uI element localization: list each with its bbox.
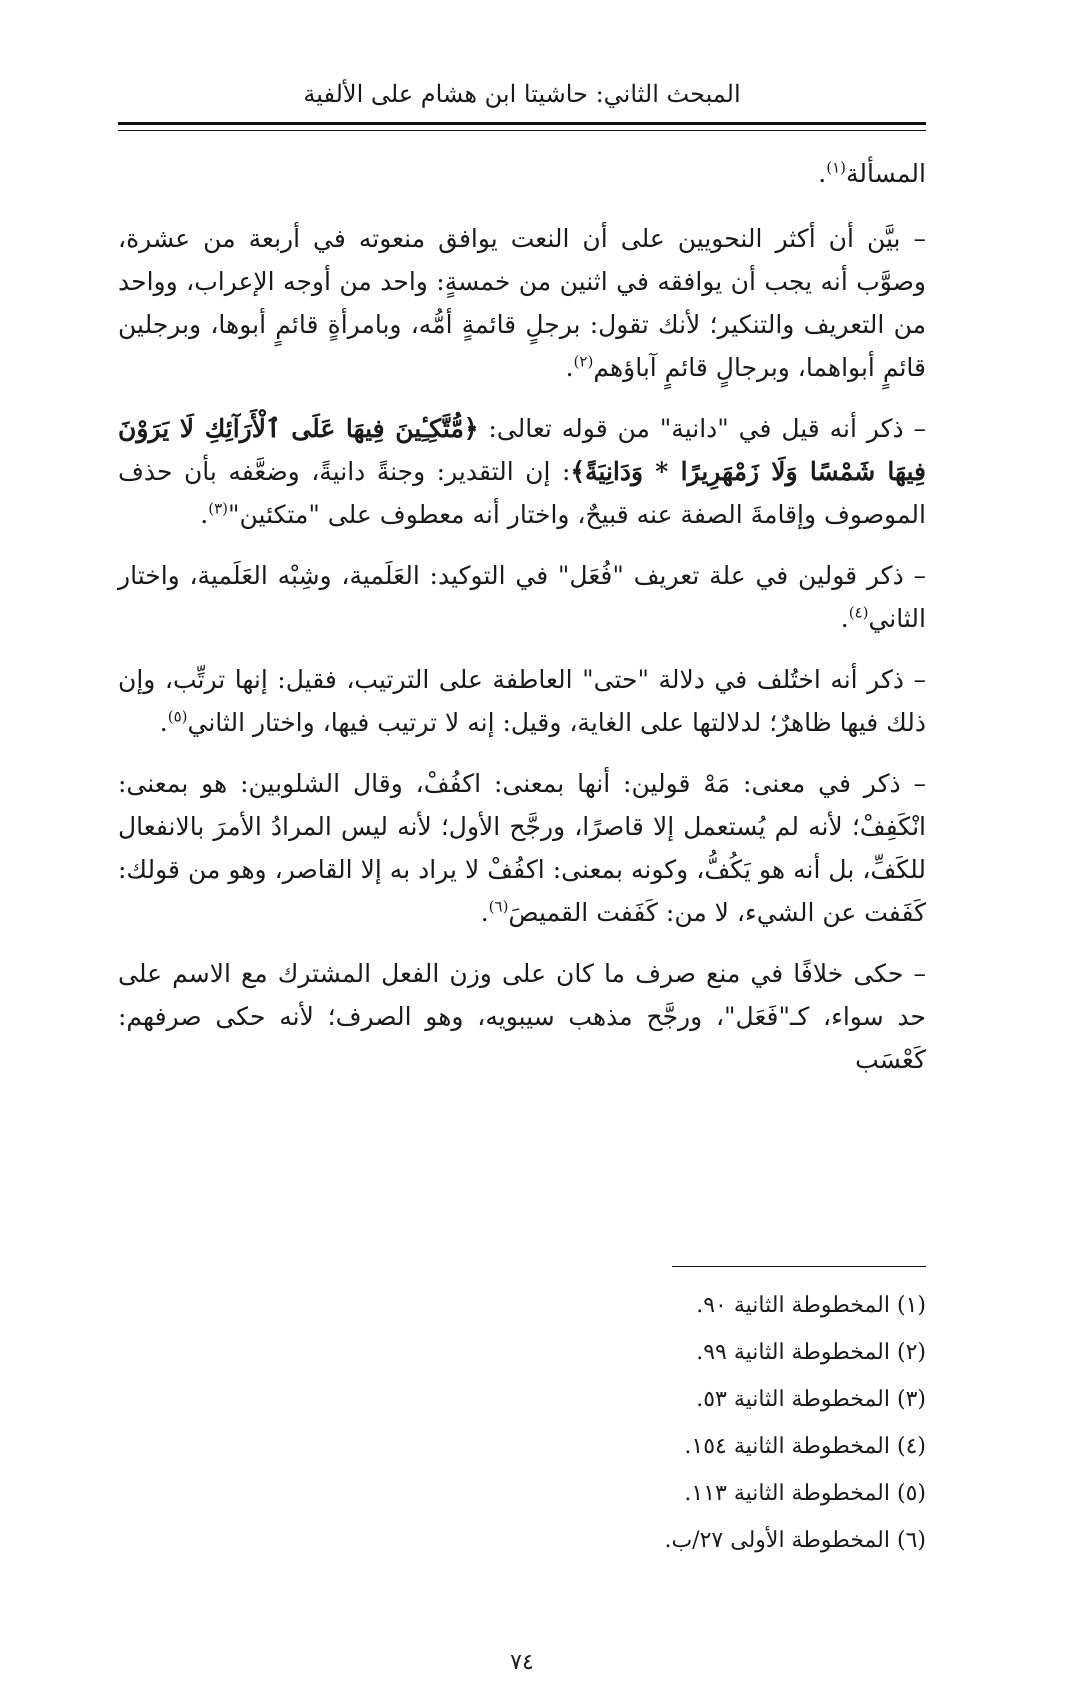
paragraph: – حكى خلافًا في منع صرف ما كان على وزن الفعل المشترك مع الاسم على حد سواء، كـ"فَعَل"، ورجَّح مذهب سيبويه، وهو الصرف؛ لأنه حكى صرفهم: كَعْسَب (118, 959, 926, 1074)
footnote: (٥) المخطوطة الثانية ١١٣. (684, 1481, 926, 1506)
footnote: (٢) المخطوطة الثانية ٩٩. (696, 1340, 926, 1365)
footnote: (٦) المخطوطة الأولى ٢٧/ب. (664, 1528, 926, 1553)
footnote-ref[interactable]: (٣) (208, 499, 228, 518)
quran-verse: ﴿مُّتَّكِـِٔينَ فِيهَا عَلَى ٱلْأَرَآئِكِ لَا يَرَوْنَ فِيهَا شَمْسًا وَلَا زَمْهَرِيرًا * وَدَانِيَةً﴾ (118, 414, 927, 486)
main-text (118, 152, 926, 1099)
footnotes (118, 1282, 926, 1564)
footnote: (٣) المخطوطة الثانية ٥٣. (696, 1387, 926, 1412)
footnote: (١) المخطوطة الثانية ٩٠. (696, 1293, 926, 1318)
footnote-ref[interactable]: (٦) (488, 897, 509, 916)
paragraph: – ذكر أنه اختُلف في دلالة "حتى" العاطفة على الترتيب، فقيل: إنها ترتِّب، وإن ذلك فيها ظاهرٌ؛ لدلالتها على الغاية، وقيل: إنه لا ترتيب فيها، واختار الثاني$^{(٥)}$. (118, 665, 926, 737)
paragraph: – ذكر قولين في علة تعريف "فُعَل" في التوكيد: العَلَمية، وشِبْه العَلَمية، واختار الثاني$^{(٤)}$. (118, 561, 926, 633)
footnote-ref[interactable]: (٤) (848, 603, 869, 622)
footnote-separator (672, 1266, 926, 1267)
paragraph: – ذكر أنه قيل في "دانية" من قوله تعالى: ﴿مُّتَّكِـِٔينَ فِيهَا عَلَى ٱلْأَرَآئِكِ لَا يَرَوْنَ فِيهَا شَمْسًا وَلَا زَمْهَرِيرًا * وَدَانِيَةً﴾: إن التقدير: وجنةً دانيةً، وضعَّفه بأن حذف الموصوف وإقامةَ الصفة عنه قبيحٌ، واختار أنه معطوف على "متكئين"$^{(٣)}$. (118, 414, 927, 529)
running-header: المبحث الثاني: حاشيتا ابن هشام على الألفية (303, 80, 741, 108)
header-rule-thick (118, 122, 926, 125)
paragraph: – ذكر في معنى: مَهْ قولين: أنها بمعنى: اكفُفْ، وقال الشلوبين: هو بمعنى: انْكَفِفْ؛ لأنه لم يُستعمل إلا قاصرًا، ورجَّح الأول؛ لأنه ليس المرادُ الأمرَ بالانفعال للكَفِّ، بل أنه هو يَكُفُّ، وكونه بمعنى: اكفُفْ لا يراد به إلا القاصر، وهو من قولك: كَفَفت عن الشيء، لا من: كَفَفت القميصَ$^{(٦)}$. (118, 769, 926, 927)
footnote-ref[interactable]: (٢) (573, 352, 594, 371)
paragraph: – بيَّن أن أكثر النحويين على أن النعت يوافق منعوته في أربعة من عشرة، وصوَّب أنه يجب أن يوافقه في اثنين من خمسةٍ: واحد من أوجه الإعراب، وواحد من التعريف والتنكير؛ لأنك تقول: برجلٍ قائمةٍ أمُّه، وبامرأةٍ قائمٍ أبوها، وبرجلين قائمٍ أبواهما، وبرجالٍ قائمٍ آباؤهم$^{(٢)}$. (118, 224, 926, 382)
paragraph: المسألة$^{(١)}$. (818, 158, 926, 188)
footnote-ref[interactable]: (١) (826, 158, 847, 177)
footnote-ref[interactable]: (٥) (167, 707, 188, 726)
header-rule-thin (118, 130, 926, 131)
page-number: ٧٤ (510, 1650, 534, 1675)
footnote: (٤) المخطوطة الثانية ١٥٤. (684, 1434, 926, 1459)
